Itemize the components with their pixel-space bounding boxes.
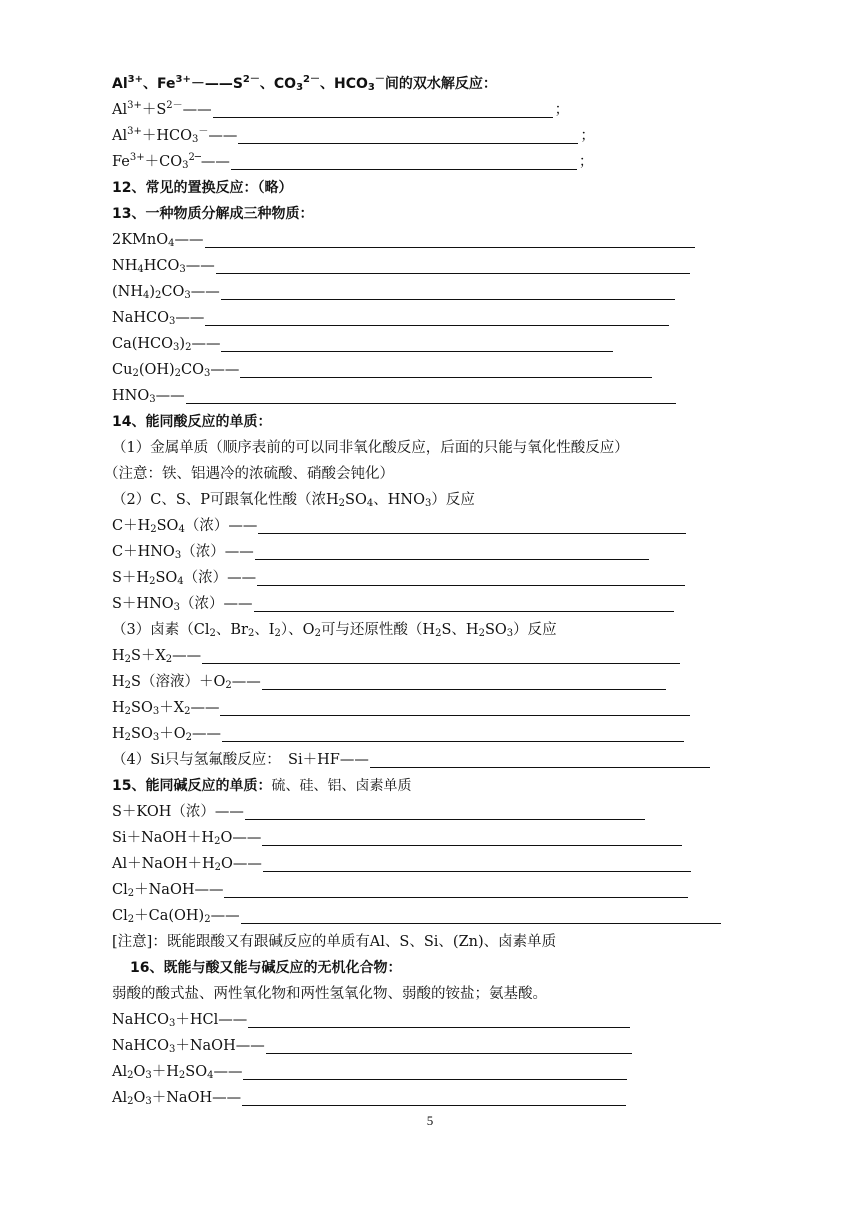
acid-ox-line-3[interactable]: $S+H_2SO_4$（浓）—— bbox=[112, 566, 685, 590]
answer-blank[interactable] bbox=[186, 402, 676, 404]
answer-blank[interactable] bbox=[254, 610, 674, 612]
acid-ox-line-1[interactable]: $C+H_2SO_4$（浓）—— bbox=[112, 514, 686, 538]
section-14-note-4: （3）卤素（$Cl_2$、$Br_2$、$I_2$）、$O_2$可与还原性酸（$H_2S$、$H_2SO_3$）反应 bbox=[112, 622, 557, 639]
section-15-heading: 15、能同碱反应的单质： 硫、硅、铝、卤素单质 bbox=[112, 778, 412, 794]
answer-blank[interactable] bbox=[266, 1052, 632, 1054]
acid-red-line-4[interactable]: $H_2SO_3+O_2——$ bbox=[112, 722, 684, 746]
section-16-desc: 弱酸的酸式盐、两性氧化物和两性氢氧化物、弱酸的铵盐；氨基酸。 bbox=[112, 986, 547, 1002]
section-14-heading: 14、能同酸反应的单质： bbox=[112, 414, 272, 430]
acid-red-line-1[interactable]: $H_2S+X_2——$ bbox=[112, 644, 680, 668]
base-line-3[interactable]: $Al+NaOH+H_2O——$ bbox=[112, 852, 691, 876]
base-line-2[interactable]: $Si+NaOH+H_2O——$ bbox=[112, 826, 682, 850]
section-15-note: [注意]：既能跟酸又有跟碱反应的单质有Al、S、Si、(Zn)、卤素单质 bbox=[112, 934, 557, 950]
amph-line-1[interactable]: NaHCO$_3$＋HCl—— bbox=[112, 1008, 630, 1032]
answer-blank[interactable] bbox=[202, 662, 680, 664]
answer-blank[interactable] bbox=[216, 272, 690, 274]
answer-blank[interactable] bbox=[258, 532, 686, 534]
answer-blank[interactable] bbox=[263, 870, 691, 872]
si-hf-line[interactable]: （4）Si只与氢氟酸反应： Si＋HF—— bbox=[112, 748, 710, 772]
decomp-line-4[interactable]: NaHCO$_3$—— bbox=[112, 306, 669, 330]
hydrolysis-line-1[interactable]: $Al^{3+}+S^{2-}——$ ； bbox=[112, 100, 570, 118]
section-12-heading: 12、常见的置换反应：（略） bbox=[112, 180, 293, 196]
answer-blank[interactable] bbox=[248, 1026, 630, 1028]
acid-ox-line-2[interactable]: $C+HNO_3$（浓）—— bbox=[112, 540, 649, 564]
answer-blank[interactable] bbox=[221, 350, 613, 352]
answer-blank[interactable] bbox=[257, 584, 685, 586]
answer-blank[interactable] bbox=[224, 896, 688, 898]
section-16-heading: 16、既能与酸又能与碱反应的无机化合物： bbox=[130, 960, 402, 976]
answer-blank[interactable] bbox=[243, 1078, 627, 1080]
answer-blank[interactable] bbox=[245, 818, 645, 820]
answer-blank[interactable] bbox=[231, 168, 577, 170]
decomp-line-1[interactable]: 2KMnO$_4$—— bbox=[112, 228, 695, 252]
answer-blank[interactable] bbox=[262, 688, 666, 690]
answer-blank[interactable] bbox=[241, 922, 721, 924]
base-line-1[interactable]: S＋KOH（浓）—— bbox=[112, 800, 645, 824]
amph-line-4[interactable]: $Al_2O_3+NaOH——$ bbox=[112, 1086, 626, 1110]
base-line-4[interactable]: $Cl_2+NaOH——$ bbox=[112, 878, 688, 902]
page-number: 5 bbox=[426, 1113, 434, 1128]
hydrolysis-line-2[interactable]: $Al^{3+}+HCO_3^-——$ ； bbox=[112, 126, 595, 145]
base-line-5[interactable]: $Cl_2+Ca(OH)_2——$ bbox=[112, 904, 721, 928]
decomp-line-6[interactable]: $Cu_2(OH)_2CO_3——$ bbox=[112, 358, 652, 382]
decomp-line-7[interactable]: $HNO_3——$ bbox=[112, 384, 676, 408]
decomp-line-3[interactable]: $(NH_4)_2CO_3——$ bbox=[112, 280, 675, 304]
section-13-heading: 13、一种物质分解成三种物质： bbox=[112, 206, 314, 222]
section-14-note-1: （1）金属单质（顺序表前的可以同非氧化酸反应，后面的只能与氧化性酸反应） bbox=[112, 440, 629, 456]
answer-blank[interactable] bbox=[205, 246, 695, 248]
answer-blank[interactable] bbox=[262, 844, 682, 846]
answer-blank[interactable] bbox=[240, 376, 652, 378]
acid-red-line-2[interactable]: $H_2S$（溶液）$+O_2——$ bbox=[112, 670, 666, 694]
answer-blank[interactable] bbox=[220, 714, 690, 716]
answer-blank[interactable] bbox=[255, 558, 649, 560]
section-14-note-2: （注意：铁、铝遇冷的浓硫酸、硝酸会钝化） bbox=[104, 466, 394, 482]
answer-blank[interactable] bbox=[213, 116, 553, 118]
amph-line-2[interactable]: NaHCO$_3$＋NaOH—— bbox=[112, 1034, 632, 1058]
answer-blank[interactable] bbox=[242, 1104, 626, 1106]
decomp-line-2[interactable]: $NH_4HCO_3——$ bbox=[112, 254, 690, 278]
answer-blank[interactable] bbox=[222, 740, 684, 742]
answer-blank[interactable] bbox=[238, 142, 578, 144]
answer-blank[interactable] bbox=[205, 324, 669, 326]
acid-red-line-3[interactable]: $H_2SO_3+X_2——$ bbox=[112, 696, 690, 720]
hydrolysis-heading: $Al^{3+}$、$Fe^{3+}-——S^{2-}$、$CO_3^{2-}$、$HCO_3^-$间的双水解反应： bbox=[112, 74, 497, 93]
decomp-line-5[interactable]: $Ca(HCO_3)_2——$ bbox=[112, 332, 613, 356]
hydrolysis-line-3[interactable]: $Fe^{3+}+CO_3^{2─}——$ ； bbox=[112, 152, 594, 171]
answer-blank[interactable] bbox=[221, 298, 675, 300]
amph-line-3[interactable]: $Al_2O_3+H_2SO_4——$ bbox=[112, 1060, 627, 1084]
acid-ox-line-4[interactable]: $S+HNO_3$（浓）—— bbox=[112, 592, 674, 616]
section-14-note-3: （2）C、S、P可跟氧化性酸（浓$H_2SO_4$、$HNO_3$）反应 bbox=[112, 492, 475, 509]
answer-blank[interactable] bbox=[370, 766, 710, 768]
